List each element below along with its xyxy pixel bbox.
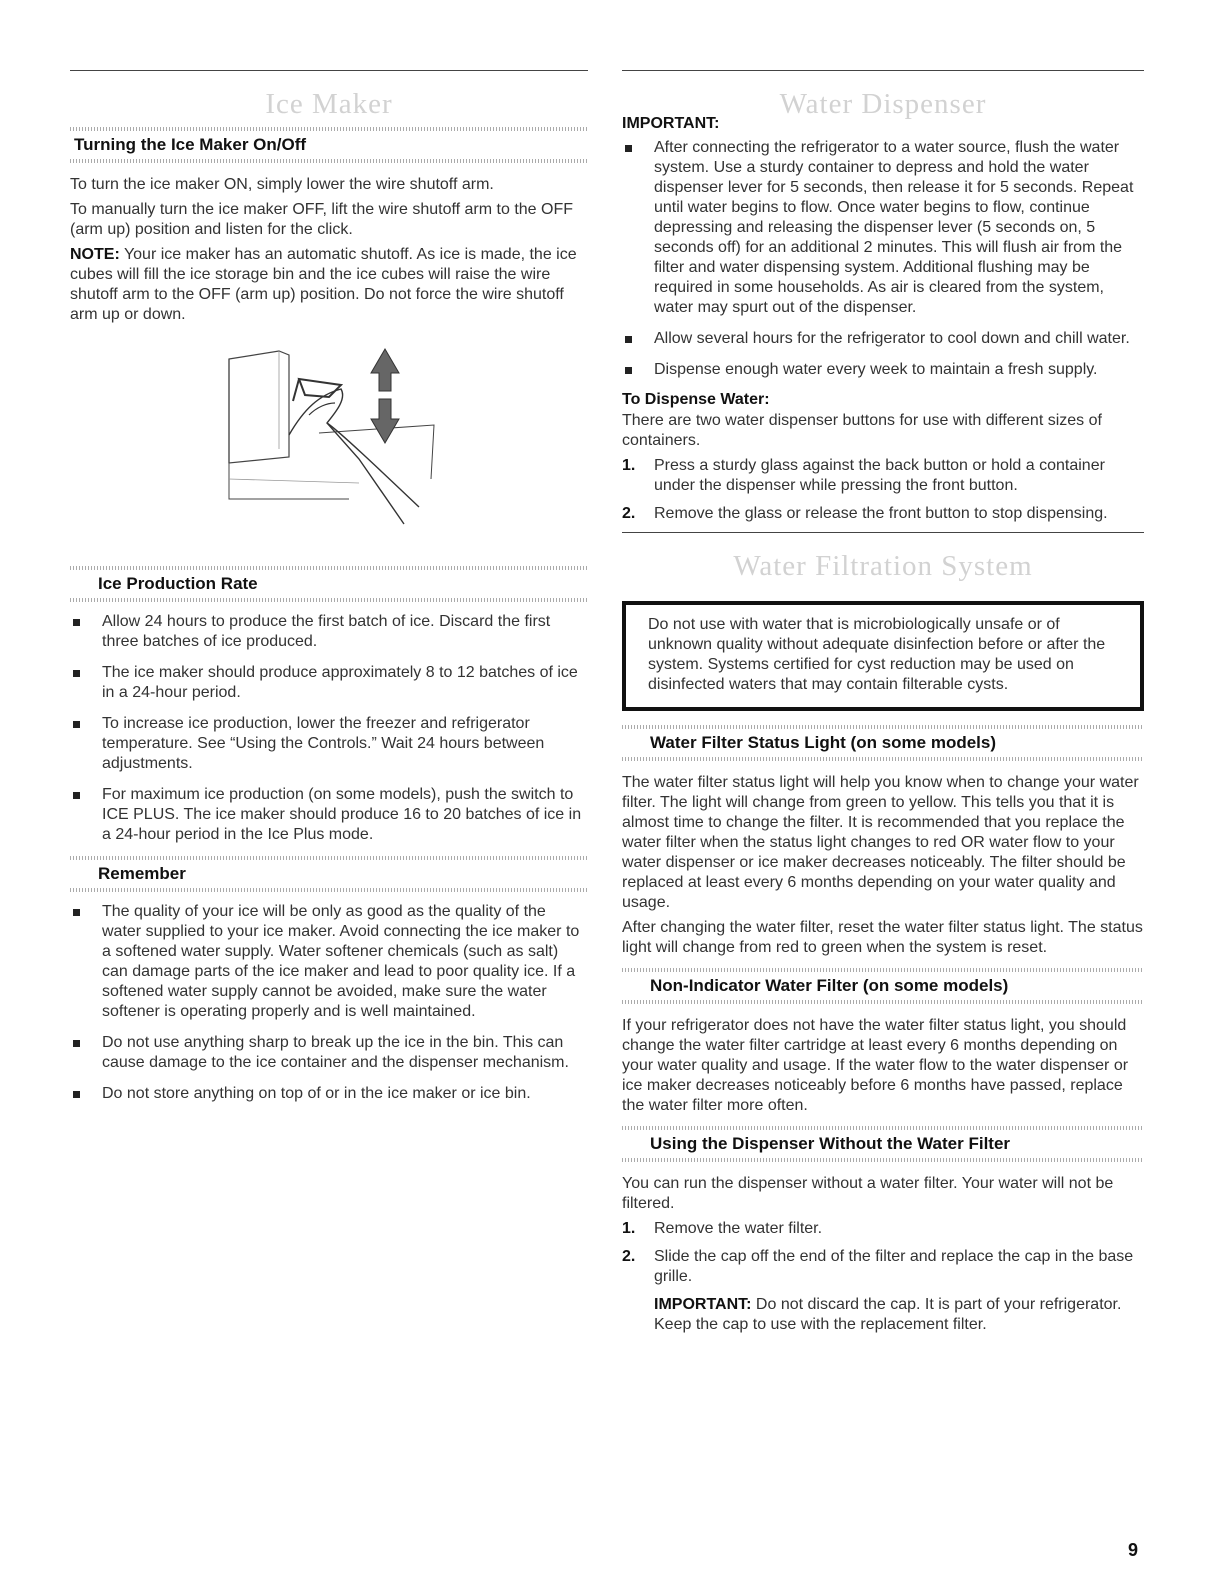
subhead-status-light: Water Filter Status Light (on some models)	[650, 733, 997, 752]
note-paragraph	[70, 245, 588, 325]
hatch-divider	[70, 888, 588, 892]
dispense-heading: To Dispense Water:	[622, 391, 770, 408]
ice-maker-illustration	[209, 339, 449, 544]
paragraph: The water filter status light will help you know when to change your water filter. The light will change from green to yellow. This tells you that it is almost time to change the filter. It is recommended that you replace the water filter when the status light changes to red OR water flow to your water dispenser or ice maker decreases noticeably. The filter should be replaced at least every 6 months depending on your water quality and usage.	[622, 774, 1139, 911]
bullet-icon	[625, 336, 632, 343]
list-item: After connecting the refrigerator to a water source, flush the water system. Use a sturdy container to depress and hold the water dispenser lever for 5 seconds, then release it for 5 seconds. Repeat until water begins to flow. Once water begins to flow, continue depressing and releasing the dispenser lever (5 seconds on, 5 seconds off) for an additional 2 minutes. This will flush air from the filter and water dispensing system. Additional flushing may be required in some households. As air is cleared from the system, water may spurt out of the dispenser.	[622, 138, 1144, 318]
subhead-remember: Remember	[98, 864, 186, 883]
bullet-icon	[73, 1040, 80, 1047]
important-note-text: Do not discard the cap. It is part of your refrigerator. Keep the cap to use with the replacement filter.	[654, 1296, 1122, 1333]
section-rule	[70, 70, 588, 71]
hatch-divider	[70, 598, 588, 602]
note-text: Your ice maker has an automatic shutoff. As ice is made, the ice cubes will fill the ice storage bin and the ice cubes will raise the wire shutoff arm to the OFF (arm up) position. Do not force the wire shutoff arm up or down.	[70, 246, 577, 323]
subhead-non-indicator: Non-Indicator Water Filter (on some models)	[650, 976, 1009, 995]
section-rule	[622, 70, 1144, 71]
list-item: Allow 24 hours to produce the first batch of ice. Discard the first three batches of ice produced.	[70, 612, 588, 652]
list-item: The ice maker should produce approximately 8 to 12 batches of ice in a 24-hour period.	[70, 663, 588, 703]
bullet-icon	[625, 145, 632, 152]
ice-maker-arm-drawing	[209, 339, 449, 539]
bullet-icon	[73, 619, 80, 626]
important-list	[622, 138, 1144, 380]
bullet-icon	[625, 367, 632, 374]
page-number: 9	[1128, 1540, 1139, 1560]
paragraph: To turn the ice maker ON, simply lower the wire shutoff arm.	[70, 176, 494, 193]
subhead-turning: Turning the Ice Maker On/Off	[74, 135, 307, 154]
list-item: The quality of your ice will be only as good as the quality of the water supplied to your ice maker. Avoid connecting the ice maker to a softened water supply. Water softener chemicals (such as salt) can damage parts of the ice maker and lead to poor quality ice. If a softened water supply cannot be avoided, make sure the water softener is operating properly and is well maintained.	[70, 902, 588, 1022]
bullet-icon	[73, 1091, 80, 1098]
list-item: For maximum ice production (on some models), push the switch to ICE PLUS. The ice maker should produce 16 to 20 batches of ice in a 24-hour period in the Ice Plus mode.	[70, 785, 588, 845]
dispense-steps	[622, 456, 1144, 524]
paragraph: If your refrigerator does not have the water filter status light, you should change the water filter cartridge at least every 6 months depending on your water quality and usage. If the water flow to the water dispenser or ice maker decreases noticeably before 6 months have passed, replace the water filter more often.	[622, 1017, 1129, 1114]
right-column	[622, 70, 1144, 1340]
step-item: 1. Press a sturdy glass against the back button or hold a container under the dispenser while pressing the front button.	[622, 457, 1105, 494]
section-title-filtration: Water Filtration System	[733, 550, 1033, 582]
remember-list	[70, 902, 588, 1104]
list-item: Dispense enough water every week to maintain a fresh supply.	[622, 360, 1144, 380]
without-filter-steps	[622, 1219, 1144, 1287]
bullet-icon	[73, 721, 80, 728]
production-list	[70, 612, 588, 845]
warning-box: Do not use with water that is microbiologically unsafe or of unknown quality without adequate disinfection before or after the system. Systems certified for cyst reduction may be used on disinfected waters that may contain filterable cysts.	[622, 601, 1144, 711]
left-column	[70, 70, 588, 1115]
paragraph: You can run the dispenser without a water filter. Your water will not be filtered.	[622, 1175, 1114, 1212]
list-item: To increase ice production, lower the freezer and refrigerator temperature. See “Using the Controls.” Wait 24 hours between adjustments.	[70, 714, 588, 774]
bullet-icon	[73, 909, 80, 916]
hatch-divider	[622, 1158, 1144, 1162]
important-note-label: IMPORTANT:	[654, 1296, 752, 1313]
step-item: 2. Remove the glass or release the front button to stop dispensing.	[622, 505, 1108, 522]
hatch-divider	[70, 159, 588, 163]
important-note	[622, 1295, 1144, 1335]
section-title-ice-maker: Ice Maker	[265, 88, 393, 120]
note-label: NOTE:	[70, 246, 120, 263]
section-rule	[622, 532, 1144, 533]
hatch-divider	[622, 1000, 1144, 1004]
list-item: Do not use anything sharp to break up the ice in the bin. This can cause damage to the ice container and the dispenser mechanism.	[70, 1033, 588, 1073]
paragraph: There are two water dispenser buttons for use with different sizes of containers.	[622, 412, 1102, 449]
paragraph: After changing the water filter, reset the water filter status light. The status light will change from red to green when the system is reset.	[622, 919, 1143, 956]
paragraph: To manually turn the ice maker OFF, lift the wire shutoff arm to the OFF (arm up) position and listen for the click.	[70, 201, 573, 238]
subhead-without-filter: Using the Dispenser Without the Water Filter	[650, 1134, 1011, 1153]
list-item: Allow several hours for the refrigerator to cool down and chill water.	[622, 329, 1144, 349]
step-item: 2. Slide the cap off the end of the filter and replace the cap in the base grille.	[622, 1248, 1134, 1285]
important-label: IMPORTANT:	[622, 115, 720, 132]
section-title-water-dispenser: Water Dispenser	[779, 88, 987, 120]
bullet-icon	[73, 670, 80, 677]
subhead-production: Ice Production Rate	[98, 574, 258, 593]
hatch-divider	[622, 757, 1144, 761]
bullet-icon	[73, 792, 80, 799]
list-item: Do not store anything on top of or in the ice maker or ice bin.	[70, 1084, 588, 1104]
step-item: 1. Remove the water filter.	[622, 1220, 823, 1237]
